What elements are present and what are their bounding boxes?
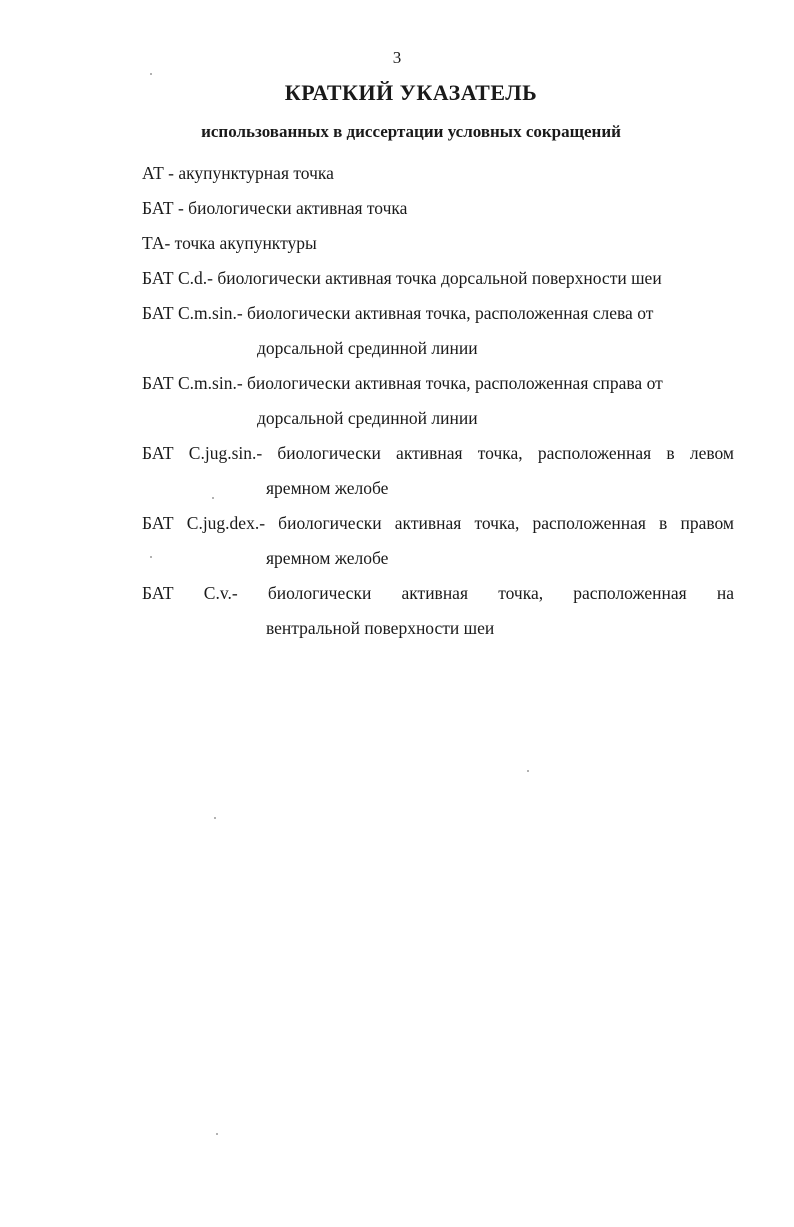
entry-line: БАТ C.d.- биологически активная точка дорсальной поверхности шеи bbox=[142, 268, 662, 288]
scan-speck bbox=[216, 1133, 218, 1135]
page-subtitle: использованных в диссертации условных сокращений bbox=[201, 122, 621, 141]
entry-line: БАТ C.jug.sin.- биологически активная точка, расположенная в левом bbox=[142, 443, 734, 463]
abbreviation-entry bbox=[142, 261, 734, 296]
entry-line: БАТ C.m.sin.- биологически активная точка, расположенная слева от bbox=[142, 303, 654, 323]
abbreviation-list bbox=[142, 156, 734, 646]
entry-continuation: яремном желобе bbox=[266, 548, 389, 568]
entry-line: БАТ C.jug.dex.- биологически активная точка, расположенная в правом bbox=[142, 513, 734, 533]
entry-line: БАТ C.m.sin.- биологически активная точка, расположенная справа от bbox=[142, 373, 663, 393]
abbreviation-entry bbox=[142, 576, 734, 646]
abbreviation-entry bbox=[142, 156, 734, 191]
scan-speck bbox=[212, 497, 214, 499]
entry-continuation: дорсальной срединной линии bbox=[257, 408, 478, 428]
abbreviation-entry bbox=[142, 366, 734, 436]
scan-speck bbox=[214, 817, 216, 819]
scan-speck bbox=[150, 556, 152, 558]
scan-speck bbox=[150, 73, 152, 75]
entry-continuation: вентральной поверхности шеи bbox=[266, 618, 495, 638]
entry-line: ТА- точка акупунктуры bbox=[142, 233, 317, 253]
entry-line: АТ - акупунктурная точка bbox=[142, 163, 334, 183]
page-number: 3 bbox=[392, 48, 402, 67]
entry-line: БАТ C.v.- биологически активная точка, расположенная на bbox=[142, 583, 734, 603]
abbreviation-entry bbox=[142, 506, 734, 576]
entry-continuation: яремном желобе bbox=[266, 478, 389, 498]
scan-speck bbox=[527, 770, 529, 772]
abbreviation-entry bbox=[142, 296, 734, 366]
abbreviation-entry bbox=[142, 191, 734, 226]
abbreviation-entry bbox=[142, 436, 734, 506]
page-title: КРАТКИЙ УКАЗАТЕЛЬ bbox=[284, 80, 538, 105]
abbreviation-entry bbox=[142, 226, 734, 261]
entry-continuation: дорсальной срединной линии bbox=[257, 338, 478, 358]
entry-line: БАТ - биологически активная точка bbox=[142, 198, 408, 218]
